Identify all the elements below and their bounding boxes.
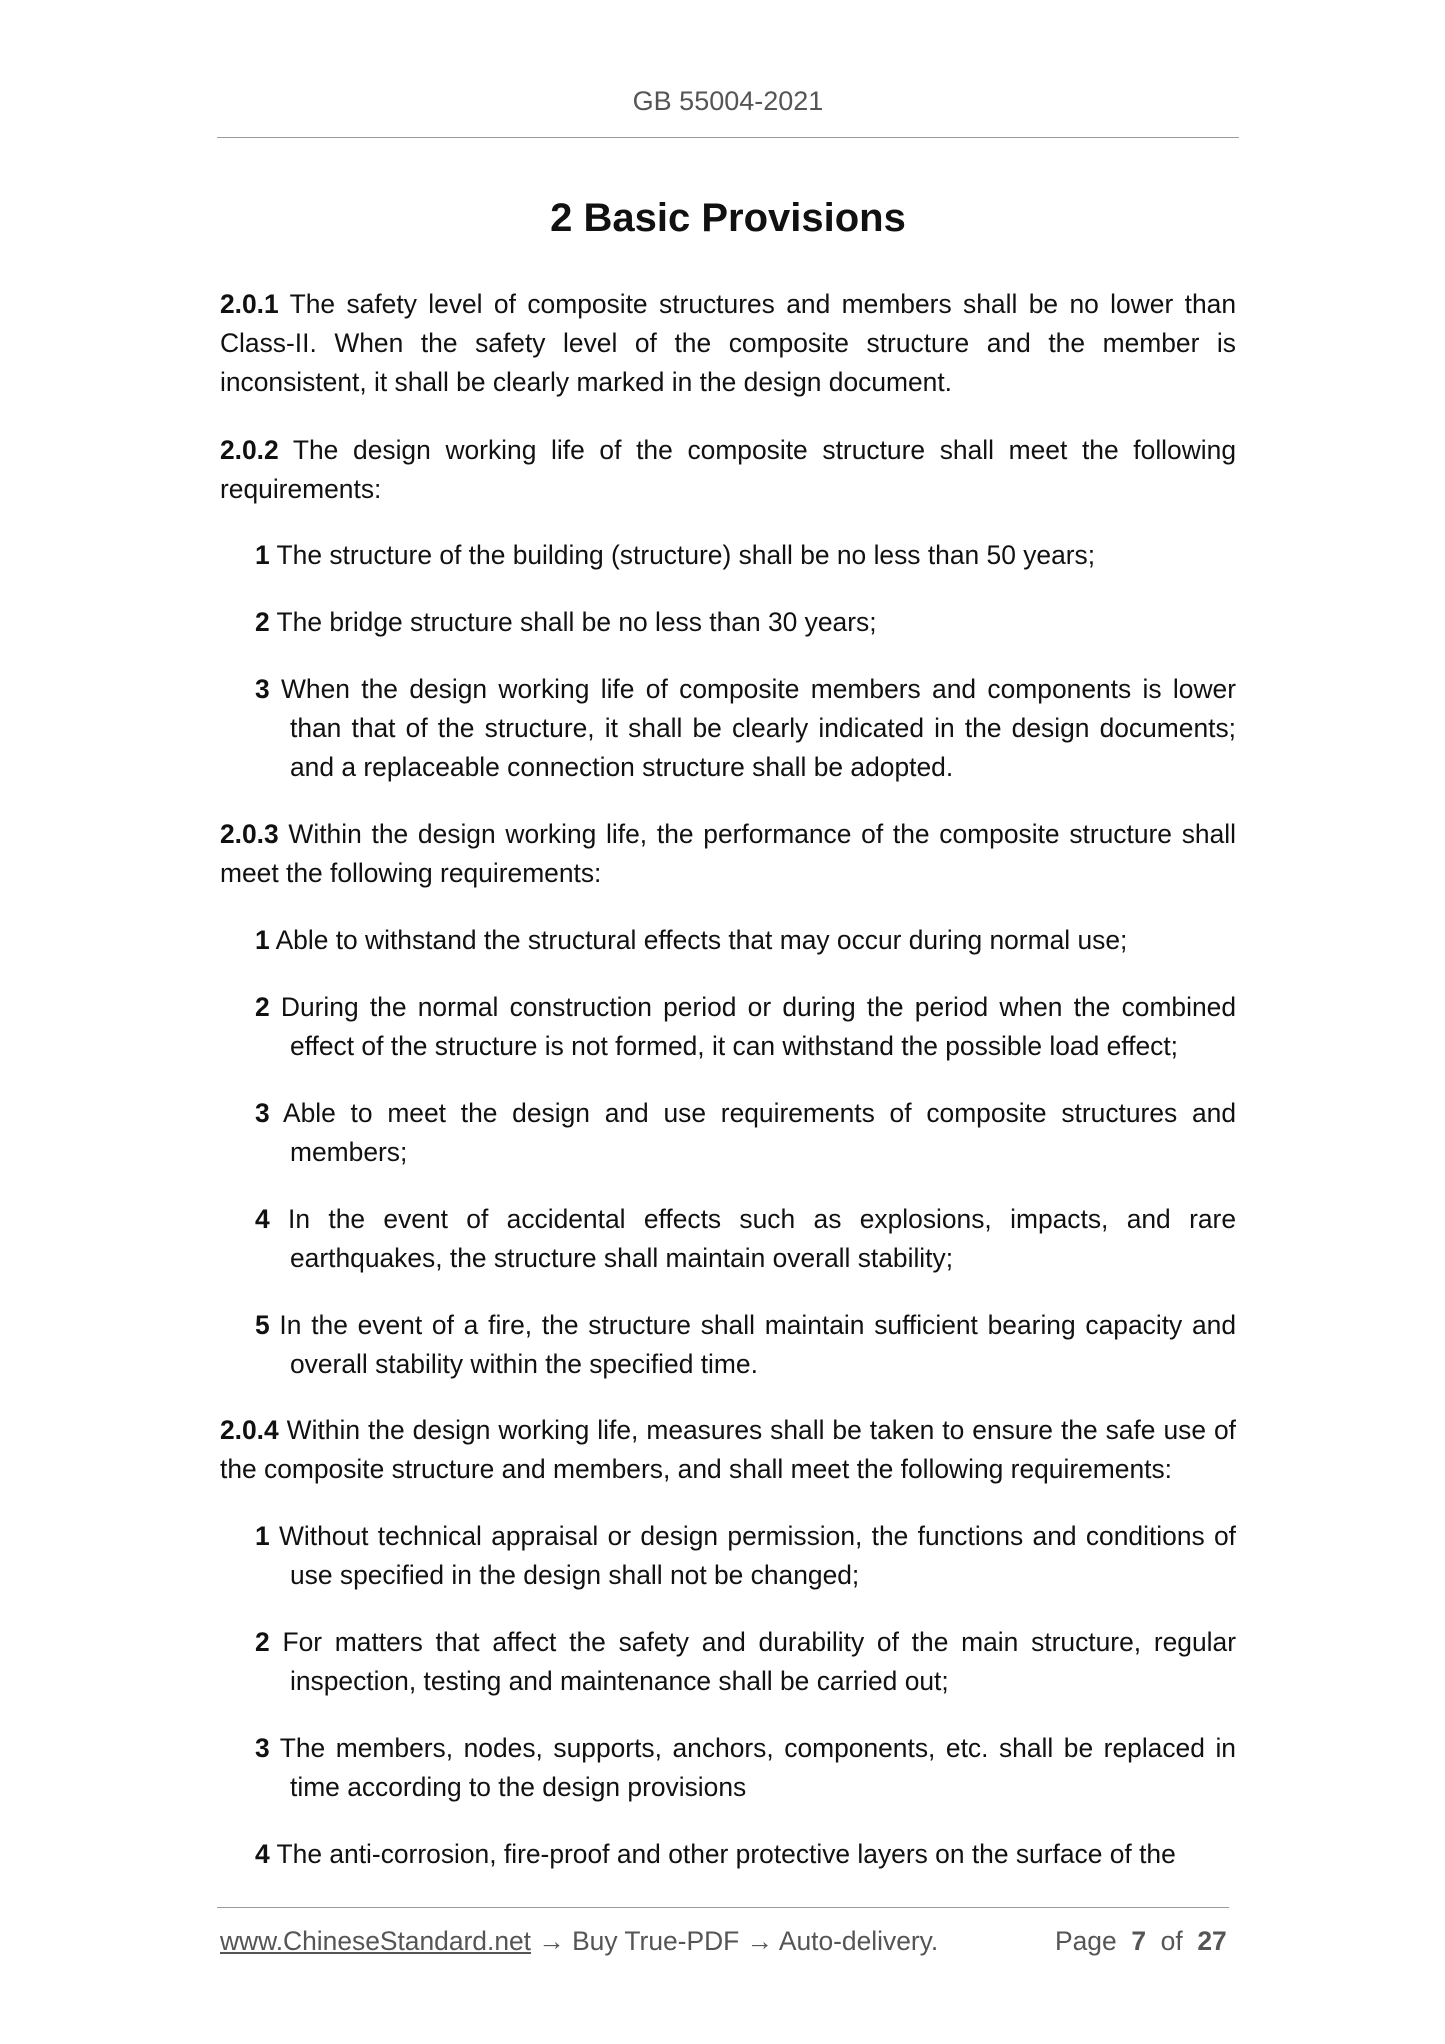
list-item	[255, 921, 1236, 960]
clause-number: 2.0.1	[220, 289, 279, 319]
item-text: The anti-corrosion, fire-proof and other protective layers on the surface of the	[269, 1839, 1176, 1869]
list-item	[255, 670, 1236, 787]
page-total: 27	[1197, 1926, 1227, 1956]
item-number: 5	[255, 1310, 270, 1340]
list-item	[255, 988, 1236, 1066]
page-current: 7	[1131, 1926, 1146, 1956]
clause-2-0-2	[220, 431, 1236, 509]
list-item	[255, 603, 1236, 642]
footer-promo	[220, 1926, 938, 1957]
item-number: 4	[255, 1839, 270, 1869]
item-text: For matters that affect the safety and durability of the main structure, regular inspection, testing and maintenance shall be carried out;	[269, 1627, 1236, 1696]
item-text: Without technical appraisal or design permission, the functions and conditions of use specified in the design shall not be changed;	[269, 1521, 1236, 1590]
list-item	[255, 1835, 1236, 1874]
list-item	[255, 1306, 1236, 1384]
item-text: In the event of a fire, the structure shall maintain sufficient bearing capacity and overall stability within the specified time.	[269, 1310, 1236, 1379]
list-item	[255, 1094, 1236, 1172]
item-number: 4	[255, 1204, 270, 1234]
clause-number: 2.0.2	[220, 435, 279, 465]
footer-promo-text: → Buy True-PDF → Auto-delivery.	[531, 1926, 939, 1956]
clause-number: 2.0.4	[220, 1415, 279, 1445]
clause-2-0-4	[220, 1411, 1236, 1489]
page-label: Page	[1055, 1926, 1117, 1956]
item-number: 2	[255, 607, 270, 637]
list-item	[255, 536, 1236, 575]
clause-text: The design working life of the composite structure shall meet the following requirements:	[220, 435, 1236, 504]
item-text: The structure of the building (structure) shall be no less than 50 years;	[269, 540, 1096, 570]
document-header-id: GB 55004-2021	[632, 86, 824, 116]
item-text: Able to meet the design and use requirements of composite structures and members;	[269, 1098, 1236, 1167]
item-text: During the normal construction period or during the period when the combined effect of the structure is not formed, it can withstand the possible load effect;	[269, 992, 1236, 1061]
item-text: The bridge structure shall be no less than 30 years;	[269, 607, 877, 637]
list-item	[255, 1517, 1236, 1595]
clause-2-0-1	[220, 285, 1236, 402]
page-of: of	[1160, 1926, 1183, 1956]
item-text: In the event of accidental effects such as explosions, impacts, and rare earthquakes, the structure shall maintain overall stability;	[269, 1204, 1236, 1273]
item-text: When the design working life of composite members and components is lower than that of the structure, it shall be clearly indicated in the design documents; and a replaceable connection structure shall be adopted.	[269, 674, 1236, 782]
item-number: 3	[255, 1733, 270, 1763]
list-item	[255, 1200, 1236, 1278]
clause-text: Within the design working life, measures shall be taken to ensure the safe use of the composite structure and members, and shall meet the following requirements:	[220, 1415, 1236, 1484]
header-divider	[217, 137, 1239, 138]
clause-text: The safety level of composite structures and members shall be no lower than Class-II. When the safety level of the composite structure and the member is inconsistent, it shall be clearly marked in the design document.	[220, 289, 1236, 397]
item-number: 1	[255, 925, 270, 955]
item-number: 1	[255, 540, 270, 570]
item-text: The members, nodes, supports, anchors, components, etc. shall be replaced in time according to the design provisions	[269, 1733, 1236, 1802]
footer-divider	[217, 1907, 1229, 1908]
section-title: 2 Basic Provisions	[550, 196, 906, 240]
page-indicator	[1055, 1926, 1227, 1957]
item-number: 2	[255, 1627, 270, 1657]
list-item	[255, 1623, 1236, 1701]
clause-number: 2.0.3	[220, 819, 279, 849]
clause-text: Within the design working life, the performance of the composite structure shall meet the following requirements:	[220, 819, 1236, 888]
item-text: Able to withstand the structural effects that may occur during normal use;	[269, 925, 1128, 955]
item-number: 3	[255, 674, 270, 704]
item-number: 1	[255, 1521, 270, 1551]
list-item	[255, 1729, 1236, 1807]
item-number: 2	[255, 992, 270, 1022]
clause-2-0-3	[220, 815, 1236, 893]
website-link[interactable]: www.ChineseStandard.net	[220, 1926, 532, 1956]
item-number: 3	[255, 1098, 270, 1128]
